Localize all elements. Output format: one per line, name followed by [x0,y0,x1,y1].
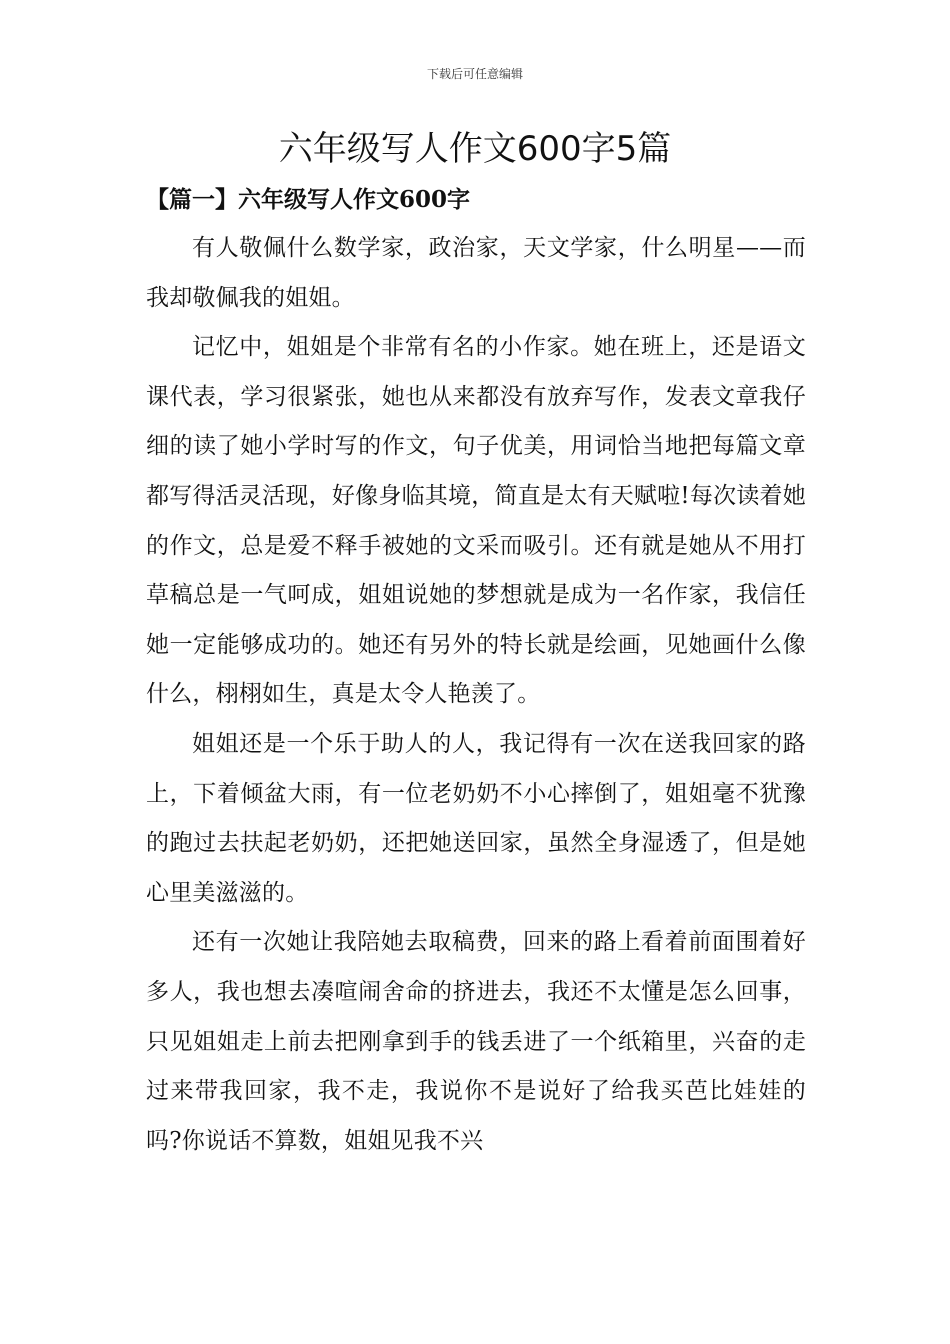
page-header-note: 下载后可任意编辑 [426,67,523,81]
document-body [146,224,806,1166]
paragraph-1: 有人敬佩什么数学家，政治家，天文学家，什么明星——而我却敬佩我的姐姐。 [146,235,806,311]
paragraph-2: 记忆中，姐姐是个非常有名的小作家。她在班上，还是语文课代表，学习很紧张，她也从来都没有放弃写作，发表文章我仔细的读了她小学时写的作文，句子优美，用词恰当地把每篇文章都写得活灵活现，好像身临其境，简直是太有天赋啦!每次读着她的作文，总是爱不释手被她的文采而吸引。还有就是她从不用打草稿总是一气呵成，姐姐说她的梦想就是成为一名作家，我信任她一定能够成功的。她还有另外的特长就是绘画，见她画什么像什么，栩栩如生，真是太令人艳羡了。 [146,334,806,708]
paragraph-3: 姐姐还是一个乐于助人的人，我记得有一次在送我回家的路上，下着倾盆大雨，有一位老奶奶不小心摔倒了，姐姐毫不犹豫的跑过去扶起老奶奶，还把她送回家，虽然全身湿透了，但是她心里美滋滋的。 [146,730,806,906]
paragraph-4: 还有一次她让我陪她去取稿费，回来的路上看着前面围着好多人，我也想去凑喧闹舍命的挤进去，我还不太懂是怎么回事，只见姐姐走上前去把刚拿到手的钱丢进了一个纸箱里，兴奋的走过来带我回家，我不走，我说你不是说好了给我买芭比娃娃的吗?你说话不算数，姐姐见我不兴 [146,929,806,1154]
document-title: 六年级写人作文600字5篇 [278,129,672,169]
section-heading: 【篇一】六年级写人作文600字 [146,186,471,213]
